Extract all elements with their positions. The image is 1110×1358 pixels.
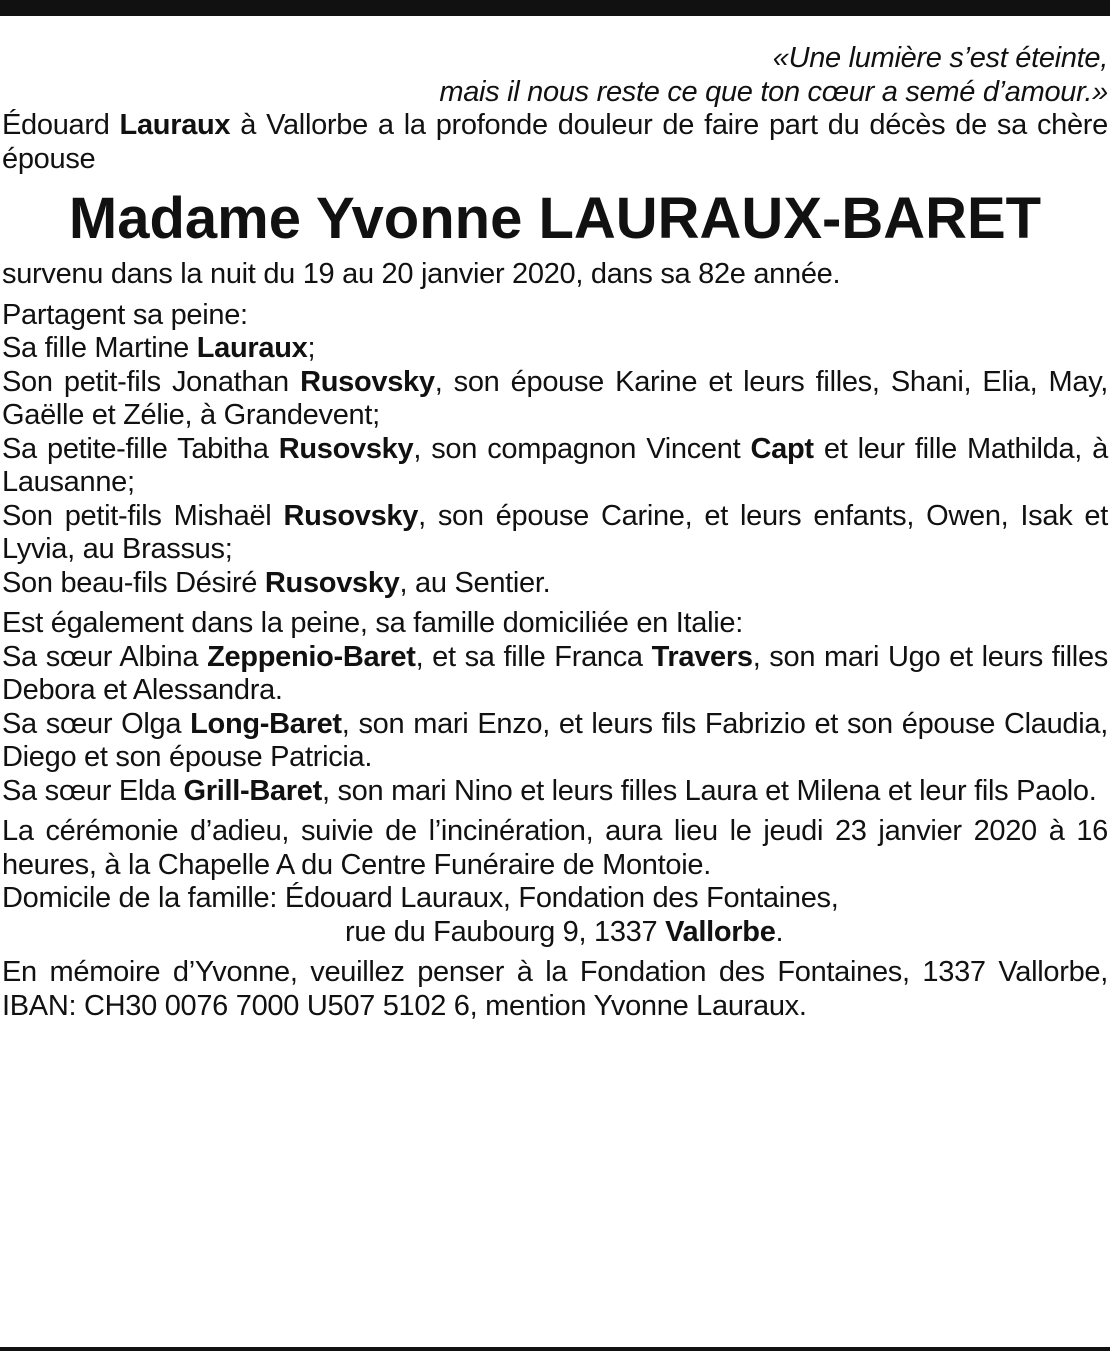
quote-line-1: «Une lumière s’est éteinte, [772,42,1108,74]
announcement-paragraph [2,109,1108,176]
memorial-donation: En mémoire d’Yvonne, veuillez penser à la Fondation des Fontaines, 1337 Vallorbe, IBAN: CH30 0076 7000 U507 5102 6, mention Yvonne Lauraux. [2,956,1108,1022]
deceased-name: Madame Yvonne LAURAUX-BARET [68,186,1042,251]
ceremony-text: La cérémonie d’adieu, suivie de l’incinération, aura lieu le jeudi 23 janvier 2020 à 16 heures, à la Chapelle A du Centre Funéraire de Montoie. [2,815,1108,881]
epigraph-quote [2,42,1108,109]
family-line-granddaughter-tabitha: Sa petite-fille Tabitha Rusovsky, son compagnon Vincent Capt et leur fille Mathilda, à Lausanne; [2,432,1109,498]
sister-albina: Sa sœur Albina Zeppenio-Baret, et sa fille Franca Travers, son mari Ugo et leurs filles Debora et Alessandra. [2,640,1108,706]
obituary-notice [2,42,1108,1023]
domicile-line-1: Domicile de la famille: Édouard Lauraux, Fondation des Fontaines, [2,882,839,914]
domicile-line-2: rue du Faubourg 9, 1337 Vallorbe. [345,915,784,948]
family-line-grandson-jonathan: Son petit-fils Jonathan Rusovsky, son épouse Karine et leurs filles, Shani, Elia, May, Gaëlle et Zélie, à Grandevent; [2,365,1108,431]
italy-heading: Est également dans la peine, sa famille domiciliée en Italie: [2,607,743,639]
announcement-surname: Lauraux [119,109,231,141]
top-rule [0,0,1110,16]
announcement-pre: Édouard [2,109,120,141]
death-info: survenu dans la nuit du 19 au 20 janvier 2020, dans sa 82e année. [2,258,841,290]
family-heading: Partagent sa peine: [2,298,248,331]
family-line-grandson-mishael: Son petit-fils Mishaël Rusovsky, son épouse Carine, et leurs enfants, Owen, Isak et Lyvia, au Brassus; [2,499,1108,565]
sister-elda: Sa sœur Elda Grill-Baret, son mari Nino et leurs filles Laura et Milena et leur fils Paolo. [2,774,1097,807]
sister-olga: Sa sœur Olga Long-Baret, son mari Enzo, et leurs fils Fabrizio et son épouse Claudia, Diego et son épouse Patricia. [2,707,1108,773]
announcement-post: à Vallorbe a la profonde douleur de faire part du décès de sa chère épouse [2,109,1108,175]
quote-line-2: mais il nous reste ce que ton cœur a semé d’amour.» [439,75,1108,108]
family-section [2,299,1108,601]
family-line-stepson: Son beau-fils Désiré Rusovsky, au Sentier. [2,566,551,599]
family-line-daughter: Sa fille Martine Lauraux; [2,332,316,364]
italy-family-section [2,607,1108,808]
ceremony-section [2,815,1108,949]
bottom-rule [0,1347,1110,1351]
